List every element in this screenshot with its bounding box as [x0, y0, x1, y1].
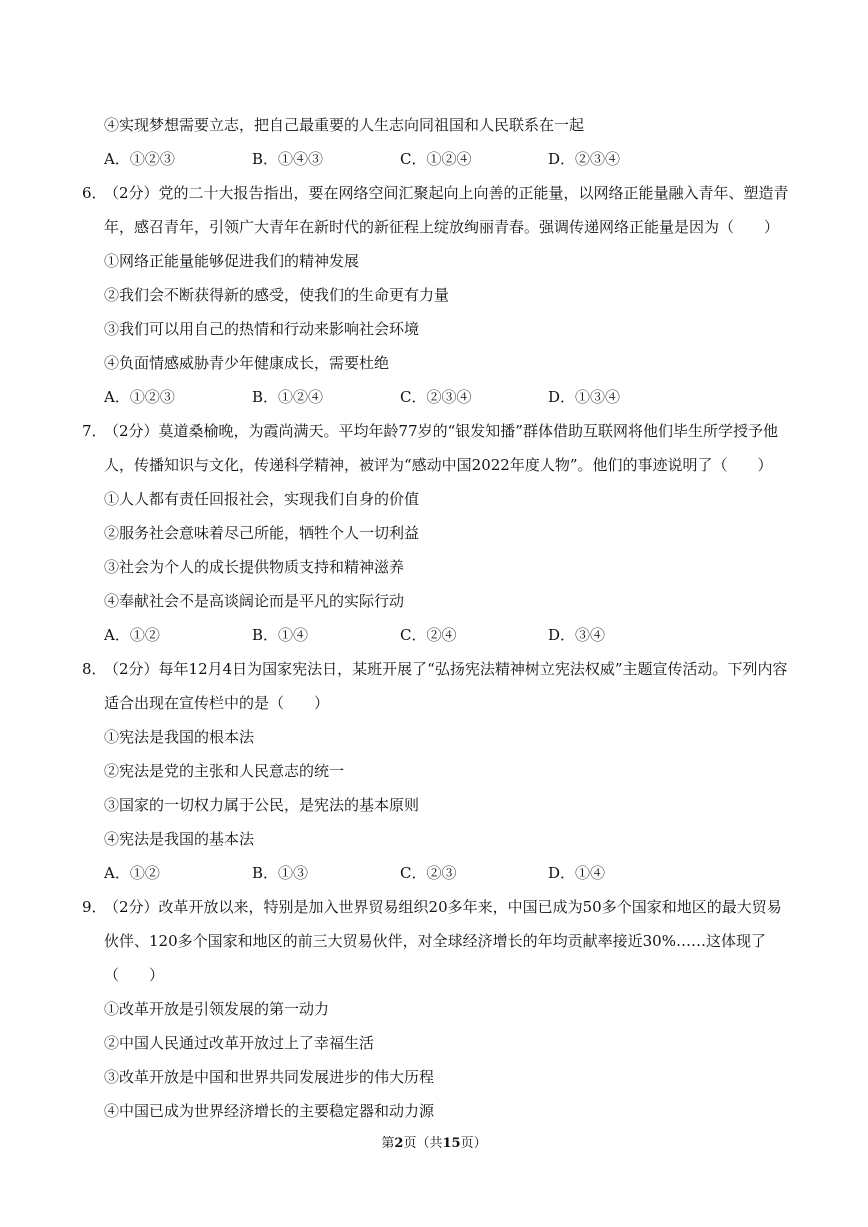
q5-item-4: ④实现梦想需要立志，把自己最重要的人生志向同祖国和人民联系在一起 [104, 116, 585, 134]
question-8-number: 8． [82, 660, 107, 678]
question-9-stem: 9．（2分）改革开放以来，特别是加入世界贸易组织20多年来，中国已成为50多个国家和地区的最大贸易伙伴、120多个国家和地区的前三大贸易伙伴，对全球经济增长的年均贡献率接近30%……这体现了（ ） [82, 890, 794, 992]
page-content [82, 108, 794, 1128]
q5-option-c: C．①②④ [400, 150, 472, 168]
question-6-option-d: D．①③④ [548, 388, 621, 406]
question-7-option-c: C．②④ [400, 626, 457, 644]
question-7-item-3: ③社会为个人的成长提供物质支持和精神滋养 [104, 558, 405, 576]
question-9-item-3: ③改革开放是中国和世界共同发展进步的伟大历程 [104, 1068, 435, 1086]
question-7-item-4: ④奉献社会不是高谈阔论而是平凡的实际行动 [104, 592, 405, 610]
question-7 [82, 414, 794, 652]
question-9-item-4: ④中国已成为世界经济增长的主要稳定器和动力源 [104, 1102, 435, 1120]
question-7-option-d: D．③④ [548, 626, 606, 644]
question-8-item-3: ③国家的一切权力属于公民，是宪法的基本原则 [104, 796, 420, 814]
question-6-item-4: ④负面情感威胁青少年健康成长，需要杜绝 [104, 354, 390, 372]
question-6-option-b: B．①②④ [252, 388, 324, 406]
question-8-item-2: ②宪法是党的主张和人民意志的统一 [104, 762, 345, 780]
question-8-option-c: C．②③ [400, 864, 457, 882]
question-7-option-b: B．①④ [252, 626, 309, 644]
q5-option-d: D．②③④ [548, 150, 621, 168]
q5-options [82, 142, 794, 176]
question-6-item-3: ③我们可以用自己的热情和行动来影响社会环境 [104, 320, 420, 338]
question-6-option-a: A．①②③ [104, 388, 175, 406]
question-6-options [82, 380, 794, 414]
question-7-options [82, 618, 794, 652]
question-7-option-a: A．①② [104, 626, 160, 644]
current-page-number: 2 [394, 1136, 404, 1151]
question-9 [82, 890, 794, 1128]
total-page-count: 15 [442, 1136, 461, 1151]
question-8-item-4: ④宪法是我国的基本法 [104, 830, 255, 848]
question-6 [82, 176, 794, 414]
question-8-item-1: ①宪法是我国的根本法 [104, 728, 255, 746]
question-6-stem: 6．（2分）党的二十大报告指出，要在网络空间汇聚起向上向善的正能量，以网络正能量融入青年、塑造青年，感召青年，引领广大青年在新时代的新征程上绽放绚丽青春。强调传递网络正能量是因为（ ） [82, 176, 794, 244]
question-9-item-2: ②中国人民通过改革开放过上了幸福生活 [104, 1034, 375, 1052]
question-8 [82, 652, 794, 890]
question-8-option-a: A．①② [104, 864, 160, 882]
question-6-option-c: C．②③④ [400, 388, 472, 406]
question-6-item-1: ①网络正能量能够促进我们的精神发展 [104, 252, 360, 270]
question-9-number: 9． [82, 898, 107, 916]
question-8-option-d: D．①④ [548, 864, 606, 882]
page-footer: 第2页（共15页） [381, 1136, 487, 1151]
q5-option-a: A．①②③ [104, 150, 175, 168]
question-7-stem: 7．（2分）莫道桑榆晚，为霞尚满天。平均年龄77岁的“银发知播”群体借助互联网将他们毕生所学授予他人，传播知识与文化，传递科学精神，被评为“感动中国2022年度人物”。他们的事迹说明了（ ） [82, 414, 794, 482]
question-6-number: 6． [82, 184, 107, 202]
question-9-item-1: ①改革开放是引领发展的第一动力 [104, 1000, 330, 1018]
question-6-item-2: ②我们会不断获得新的感受，使我们的生命更有力量 [104, 286, 450, 304]
question-7-item-2: ②服务社会意味着尽己所能，牺牲个人一切利益 [104, 524, 420, 542]
question-7-item-1: ①人人都有责任回报社会，实现我们自身的价值 [104, 490, 420, 508]
question-8-options [82, 856, 794, 890]
q5-option-b: B．①④③ [252, 150, 324, 168]
question-8-option-b: B．①③ [252, 864, 309, 882]
question-8-stem: 8．（2分）每年12月4日为国家宪法日，某班开展了“弘扬宪法精神树立宪法权威”主题宣传活动。下列内容适合出现在宣传栏中的是（ ） [82, 652, 794, 720]
question-7-number: 7． [82, 422, 107, 440]
